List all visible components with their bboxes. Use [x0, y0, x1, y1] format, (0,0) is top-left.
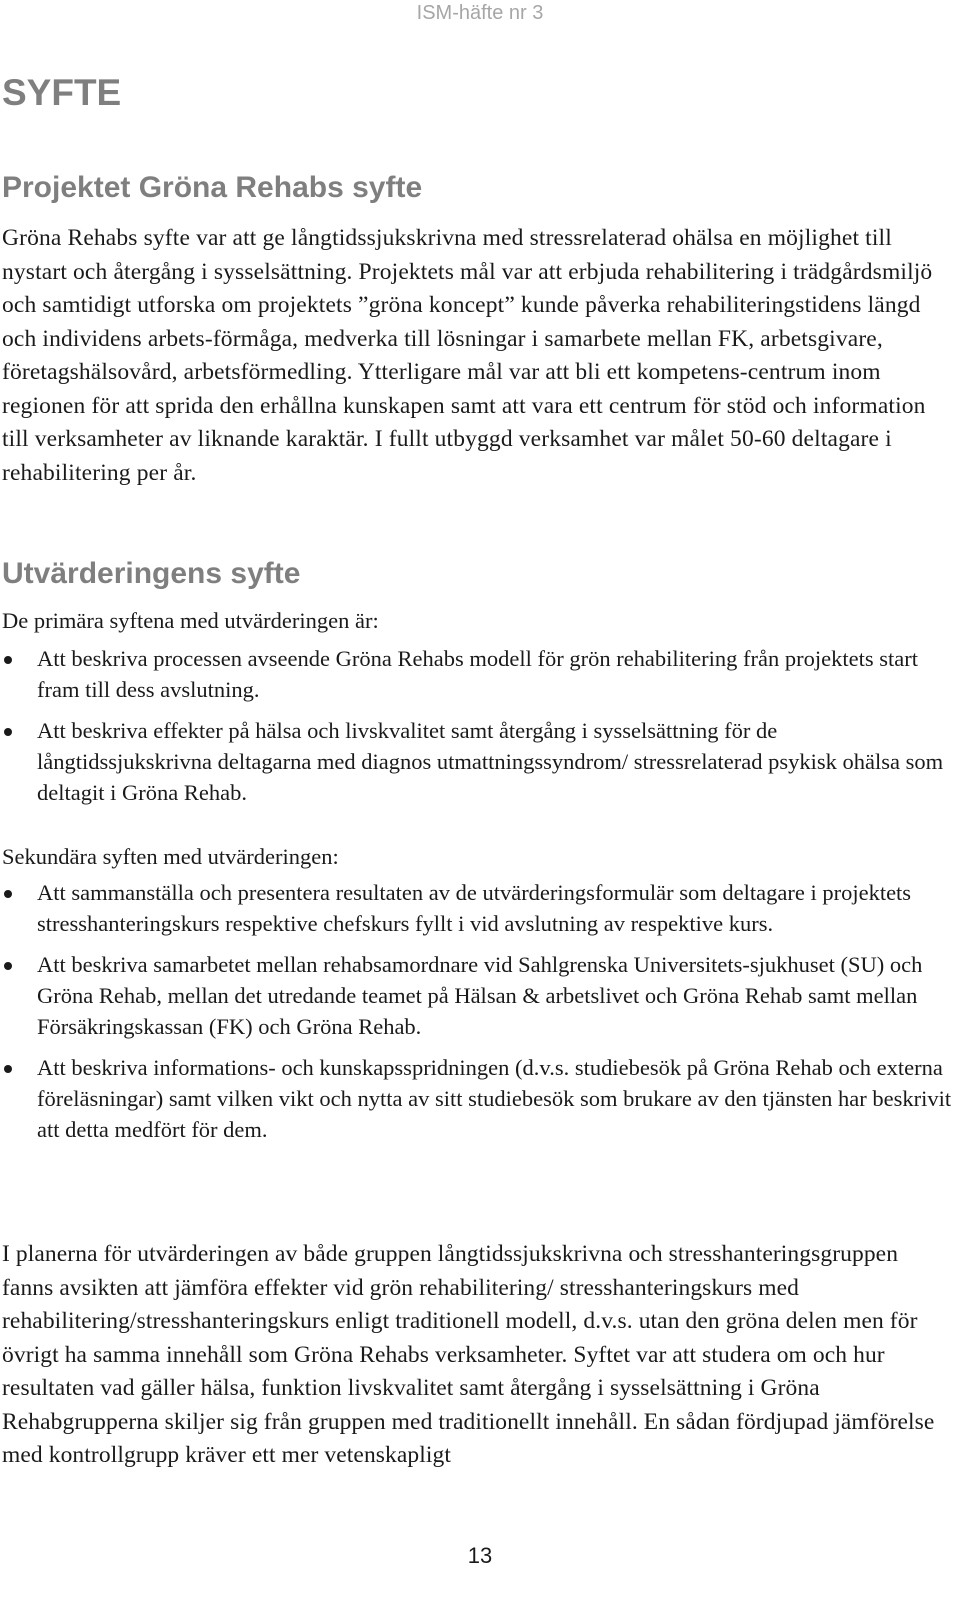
list-item	[0, 877, 955, 939]
bullet-icon	[4, 1065, 12, 1073]
page-title: SYFTE	[2, 72, 122, 113]
secondary-purposes-lead: Sekundära syften med utvärderingen:	[2, 844, 339, 869]
primary-purposes-lead: De primära syftena med utvärderingen är:	[2, 608, 379, 633]
list-item-text: Att beskriva effekter på hälsa och livskvalitet samt återgång i sysselsättning för de långtidssjukskrivna deltagarna med diagnos utmattningssyndrom/ stressrelaterad psykisk ohälsa som deltagit i Gröna Rehab.	[37, 718, 944, 805]
list-item	[0, 715, 955, 808]
secondary-purposes-list	[0, 877, 955, 1155]
bullet-icon	[4, 728, 12, 736]
project-purpose-paragraph: Gröna Rehabs syfte var att ge långtidssjukskrivna med stressrelaterad ohälsa en möjlighet till nystart och återgång i sysselsättning. Projektets mål var att erbjuda rehabilitering i trädgårdsmiljö och samtidigt utforska om projektets ”gröna koncept” kunde påverka rehabiliteringstidens längd och individens arbets-förmåga, medverka till lösningar i samarbete mellan FK, arbetsgivare, företagshälsovård, arbetsförmedling. Ytterligare mål var att bli ett kompetens-centrum inom regionen för att sprida den erhållna kunskapen samt att vara ett centrum för stöd och information till verksamheter av liknande karaktär. I fullt utbyggd verksamhet var målet 50-60 deltagare i rehabilitering per år.	[2, 225, 933, 486]
list-item-text: Att sammanställa och presentera resultaten av de utvärderingsformulär som deltagare i projektets stresshanteringskurs respektive chefskurs fyllt i vid avslutning av respektive kurs.	[37, 880, 912, 936]
list-item	[0, 1052, 955, 1145]
primary-purposes-list	[0, 643, 955, 818]
list-item-text: Att beskriva processen avseende Gröna Rehabs modell för grön rehabilitering från projektets start fram till dess avslutning.	[37, 646, 918, 702]
list-item-text: Att beskriva informations- och kunskapsspridningen (d.v.s. studiebesök på Gröna Rehab och externa föreläsningar) samt vilken vikt och nytta av sitt studiebesök som brukare av den tjänsten har beskrivit att detta medfört för dem.	[37, 1055, 952, 1142]
bullet-icon	[4, 962, 12, 970]
running-header: ISM-häfte nr 3	[416, 2, 544, 24]
list-item	[0, 949, 955, 1042]
page-number: 13	[467, 1543, 493, 1568]
bullet-icon	[4, 656, 12, 664]
section-heading-evaluation-purpose: Utvärderingens syfte	[2, 557, 301, 590]
section-heading-project-purpose: Projektet Gröna Rehabs syfte	[2, 171, 423, 204]
list-item-text: Att beskriva samarbetet mellan rehabsamordnare vid Sahlgrenska Universitets-sjukhuset (SU) och Gröna Rehab, mellan det utredande teamet på Hälsan & arbetslivet och Gröna Rehab samt mellan Försäkringskassan (FK) och Gröna Rehab.	[37, 952, 923, 1039]
bullet-icon	[4, 890, 12, 898]
evaluation-plans-paragraph: I planerna för utvärderingen av både gruppen långtidssjukskrivna och stresshanteringsgruppen fanns avsikten att jämföra effekter vid grön rehabilitering/ stresshanteringskurs med rehabilitering/stresshanteringskurs enligt traditionell modell, d.v.s. utan den gröna delen men för övrigt ha samma innehåll som Gröna Rehabs verksamheter. Syftet var att studera om och hur resultaten vad gäller hälsa, funktion livskvalitet samt återgång i sysselsättning i Gröna Rehabgrupperna skiljer sig från gruppen med traditionellt innehåll. En sådan fördjupad jämförelse med kontrollgrupp kräver ett mer vetenskapligt	[2, 1241, 935, 1468]
list-item	[0, 643, 955, 705]
